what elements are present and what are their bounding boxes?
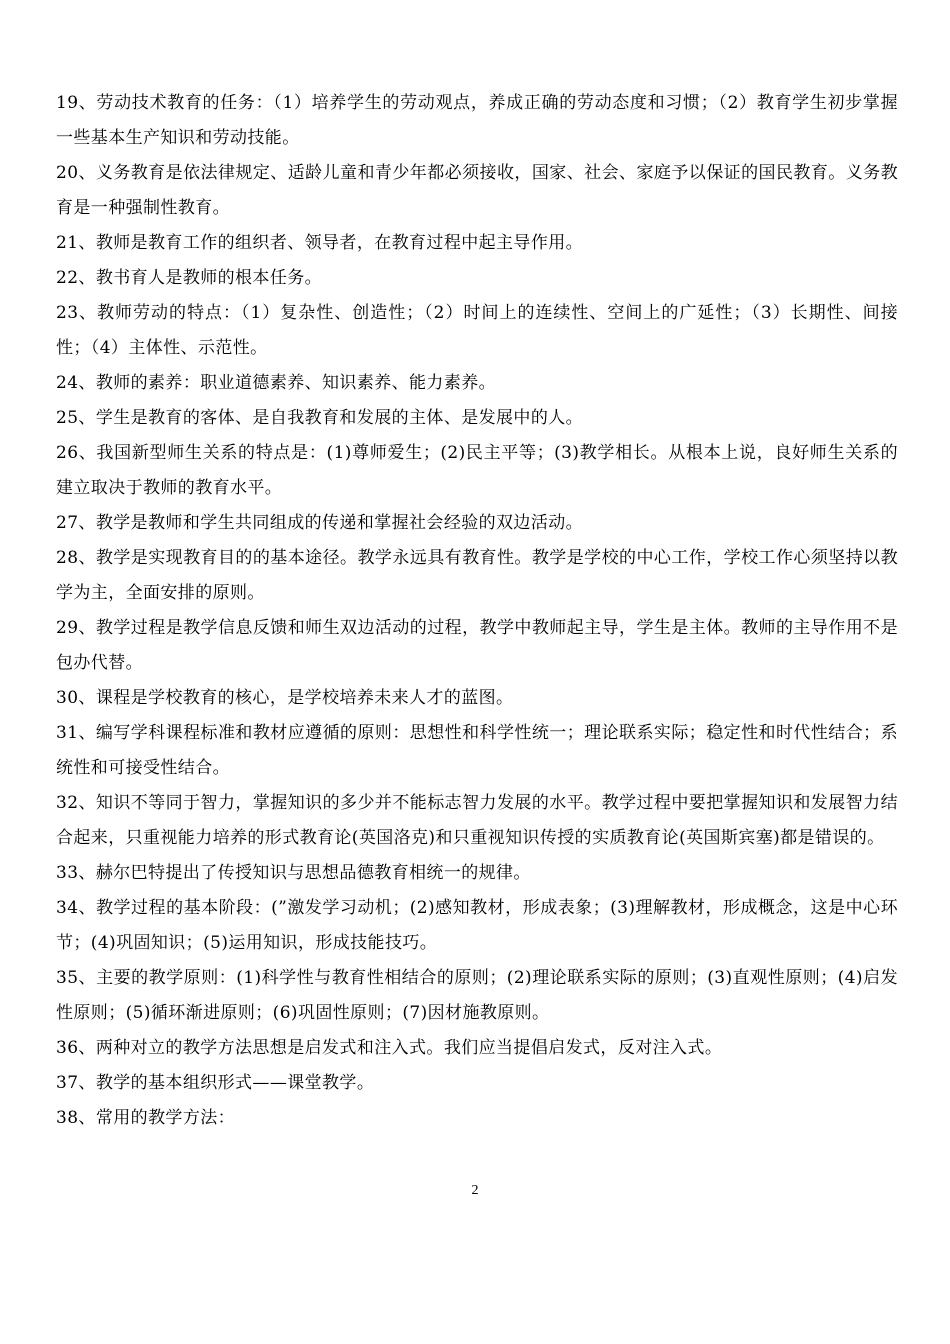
paragraph-33: 33、赫尔巴特提出了传授知识与思想品德教育相统一的规律。 <box>56 863 531 883</box>
paragraph-34: 34、教学过程的基本阶段：(”激发学习动机；(2)感知教材，形成表象；(3)理解教材，形成概念，这是中心环节；(4)巩固知识；(5)运用知识，形成技能技巧。 <box>56 898 898 953</box>
paragraph-38: 38、常用的教学方法： <box>56 1108 236 1128</box>
paragraph-27: 27、教学是教师和学生共同组成的传递和掌握社会经验的双边活动。 <box>56 513 584 533</box>
paragraph-24: 24、教师的素养：职业道德素养、知识素养、能力素养。 <box>56 373 497 393</box>
paragraph-28: 28、教学是实现教育目的的基本途径。教学永远具有教育性。教学是学校的中心工作，学校工作心须坚持以教学为主，全面安排的原则。 <box>56 548 898 603</box>
page-number: 2 <box>471 1183 479 1198</box>
paragraph-26: 26、我国新型师生关系的特点是：(1)尊师爱生；(2)民主平等；(3)教学相长。从根本上说，良好师生关系的建立取决于教师的教育水平。 <box>56 443 898 498</box>
paragraph-29: 29、教学过程是教学信息反馈和师生双边活动的过程，教学中教师起主导，学生是主体。教师的主导作用不是包办代替。 <box>56 618 898 673</box>
paragraph-23: 23、教师劳动的特点：（1）复杂性、创造性；（2）时间上的连续性、空间上的广延性；（3）长期性、间接性；（4）主体性、示范性。 <box>56 303 898 358</box>
document-body <box>56 86 898 1136</box>
paragraph-19: 19、劳动技术教育的任务：（1）培养学生的劳动观点，养成正确的劳动态度和习惯；（2）教育学生初步掌握一些基本生产知识和劳动技能。 <box>56 93 898 148</box>
paragraph-37: 37、教学的基本组织形式——课堂教学。 <box>56 1073 375 1093</box>
paragraph-21: 21、教师是教育工作的组织者、领导者，在教育过程中起主导作用。 <box>56 233 584 253</box>
paragraph-32: 32、知识不等同于智力，掌握知识的多少并不能标志智力发展的水平。教学过程中要把掌握知识和发展智力结合起来，只重视能力培养的形式教育论(英国洛克)和只重视知识传授的实质教育论(英国斯宾塞)都是错误的。 <box>56 793 898 848</box>
paragraph-36: 36、两种对立的教学方法思想是启发式和注入式。我们应当提倡启发式，反对注入式。 <box>56 1038 723 1058</box>
paragraph-35: 35、主要的教学原则：(1)科学性与教育性相结合的原则；(2)理论联系实际的原则；(3)直观性原则；(4)启发性原则；(5)循环渐进原则；(6)巩固性原则；(7)因材施教原则。 <box>56 968 898 1023</box>
paragraph-20: 20、义务教育是依法律规定、适龄儿童和青少年都必须接收，国家、社会、家庭予以保证的国民教育。义务教育是一种强制性教育。 <box>56 163 898 218</box>
paragraph-25: 25、学生是教育的客体、是自我教育和发展的主体、是发展中的人。 <box>56 408 584 428</box>
paragraph-31: 31、编写学科课程标准和教材应遵循的原则：思想性和科学性统一；理论联系实际；稳定性和时代性结合；系统性和可接受性结合。 <box>56 723 898 778</box>
paragraph-30: 30、课程是学校教育的核心，是学校培养未来人才的蓝图。 <box>56 688 514 708</box>
paragraph-22: 22、教书育人是教师的根本任务。 <box>56 268 323 288</box>
